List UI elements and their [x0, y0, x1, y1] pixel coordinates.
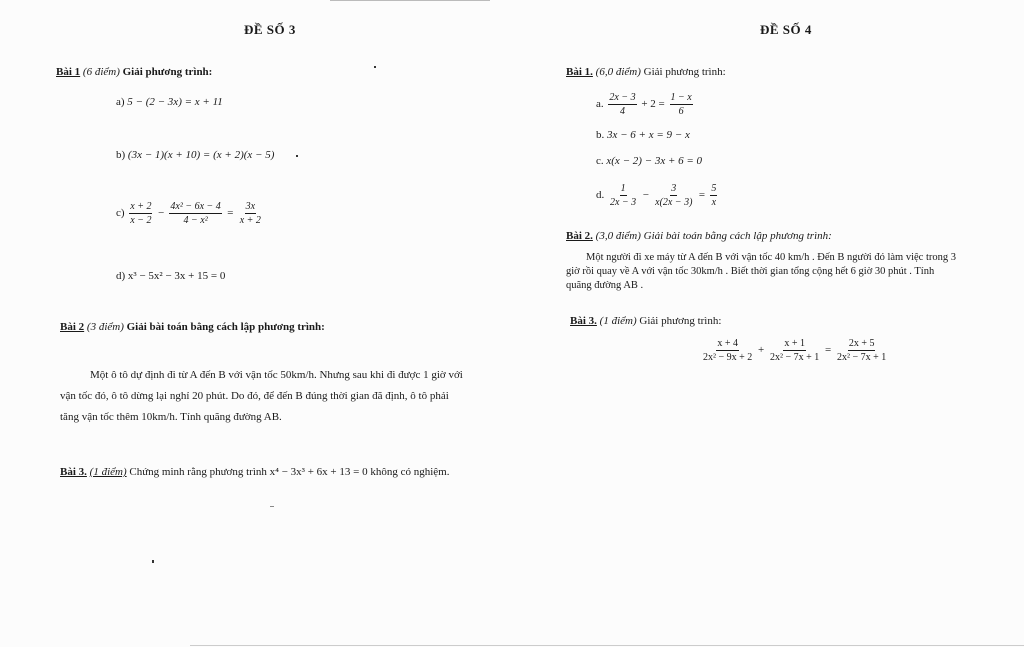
left-bai3-tail: không có nghiệm.	[370, 466, 450, 478]
right-bai3-fraction-3	[836, 338, 887, 363]
right-b3-equals: =	[825, 344, 832, 357]
left-bai2-line-2: vận tốc đó, ô tô dừng lại nghỉ 20 phút. Do đó, để đến B đúng thời gian đã định, ô tô phải	[60, 390, 449, 402]
scan-speck	[152, 560, 154, 563]
right-bai3-label: Bài 3.	[570, 315, 597, 327]
right-bai2-points: (3,0 điểm)	[595, 230, 641, 242]
left-bai1-b	[116, 149, 274, 161]
left-bai2-line-1: Một ô tô dự định đi từ A đến B với vận tốc 50km/h. Nhưng sau khi đi được 1 giờ với	[90, 369, 463, 381]
right-d-f2-num: 3	[671, 183, 677, 194]
right-b3-f2-den: 2x² − 7x + 1	[770, 352, 820, 363]
left-c-f1-den: x − 2	[130, 215, 152, 226]
right-d-fraction-3	[710, 183, 717, 208]
right-b3-f1-den: 2x² − 9x + 2	[703, 352, 753, 363]
right-a-f1-num: 2x − 3	[609, 92, 636, 103]
right-bai1-b	[596, 129, 690, 141]
left-bai1-d	[116, 270, 225, 282]
scan-speck	[374, 66, 376, 68]
left-bai1-a-expr: 5 − (2 − 3x) = x + 11	[127, 96, 223, 108]
left-bai2-line-3: tăng vận tốc thêm 10km/h. Tính quãng đường AB.	[60, 411, 282, 423]
right-a-fraction-2	[670, 92, 693, 117]
left-c-f3-den: x + 2	[239, 215, 261, 226]
right-bai1-d	[596, 183, 719, 208]
right-bai2-line-1: Một người đi xe máy từ A đến B với vận tốc 40 km/h . Đến B người đó làm việc trong 3	[586, 252, 956, 263]
scan-speck	[296, 155, 298, 157]
left-bai1-label: Bài 1	[56, 66, 81, 78]
left-c-f1-num: x + 2	[130, 201, 152, 212]
right-bai3-heading	[570, 315, 721, 327]
left-bai1-c-fraction-1	[129, 201, 152, 226]
scan-edge-bottom	[190, 645, 1024, 646]
right-bai2-line-2: giờ rồi quay về A với vận tốc 30km/h . Biết thời gian tổng cộng hết 6 giờ 30 phút . Tính	[566, 266, 935, 277]
right-bai3-points: (1 điểm)	[599, 315, 637, 327]
right-bai3-text: Giải phương trình:	[639, 315, 722, 327]
right-d-equals: =	[698, 189, 706, 202]
left-c-f2-num: 4x² − 6x − 4	[170, 201, 221, 212]
right-b3-f3-den: 2x² − 7x + 1	[837, 352, 887, 363]
right-a-f1-den: 4	[619, 106, 625, 117]
right-title: ĐỀ SỐ 4	[760, 22, 812, 37]
right-d-fraction-1	[609, 183, 637, 208]
right-bai3-fraction-1	[702, 338, 753, 363]
right-bai1-a	[596, 92, 695, 117]
left-bai3-line	[60, 466, 449, 478]
left-bai1-c-fraction-2	[169, 201, 221, 226]
left-bai1-c	[116, 201, 264, 226]
right-bai1-c	[596, 155, 702, 167]
right-d-f3-den: x	[711, 197, 717, 208]
right-d-f1-num: 1	[620, 183, 626, 194]
right-b3-f1-num: x + 4	[717, 338, 738, 349]
left-bai1-c-fraction-3	[239, 201, 262, 226]
right-a-mid: + 2 =	[641, 98, 665, 111]
left-bai3-text: Chứng minh rằng phương trình	[129, 466, 267, 478]
right-d-minus: −	[641, 189, 650, 202]
left-bai1-a	[116, 96, 223, 108]
left-bai3-expr: x⁴ − 3x³ + 6x + 13 = 0	[269, 466, 368, 478]
left-bai1-points: (6 điểm)	[82, 66, 120, 78]
left-bai3-label: Bài 3.	[60, 466, 87, 478]
right-bai1-label: Bài 1.	[566, 66, 593, 78]
right-bai1-b-prefix: b.	[596, 129, 605, 141]
scan-speck	[270, 506, 274, 507]
left-c-equals: =	[226, 207, 234, 220]
left-c-minus: −	[157, 207, 165, 220]
right-bai2-line-3: quãng đường AB .	[566, 280, 644, 291]
left-bai1-heading	[56, 66, 212, 78]
right-bai2-text: Giải bài toán bằng cách lập phương trình:	[643, 230, 832, 242]
right-d-fraction-2	[654, 183, 693, 208]
left-bai2-text: Giải bài toán bằng cách lập phương trình:	[126, 321, 325, 333]
right-bai2-heading	[566, 230, 832, 242]
left-bai3-points: (1 điểm)	[89, 466, 127, 478]
right-bai1-heading	[566, 66, 726, 78]
scan-edge-top	[330, 0, 490, 1]
right-d-f3-num: 5	[711, 183, 717, 194]
right-d-f1-den: 2x − 3	[610, 197, 637, 208]
left-title: ĐỀ SỐ 3	[244, 22, 296, 37]
right-b3-f3-num: 2x + 5	[848, 338, 875, 349]
left-c-f2-den: 4 − x²	[183, 215, 208, 226]
left-bai1-a-prefix: a)	[116, 96, 125, 108]
right-a-fraction-1	[608, 92, 636, 117]
right-bai1-a-prefix: a.	[596, 98, 604, 111]
left-bai1-d-prefix: d)	[116, 270, 126, 282]
right-bai2-label: Bài 2.	[566, 230, 593, 242]
right-bai1-text: Giải phương trình:	[643, 66, 726, 78]
left-bai1-d-expr: x³ − 5x² − 3x + 15 = 0	[127, 270, 226, 282]
right-bai3-fraction-2	[769, 338, 820, 363]
right-b3-plus: +	[758, 344, 765, 357]
left-bai1-text: Giải phương trình:	[122, 66, 213, 78]
left-bai1-c-prefix: c)	[116, 207, 125, 220]
left-bai2-points: (3 điểm)	[86, 321, 124, 333]
left-bai2-heading	[60, 321, 325, 333]
left-c-f3-num: 3x	[245, 201, 256, 212]
left-bai1-b-prefix: b)	[116, 149, 126, 161]
right-b3-f2-num: x + 1	[784, 338, 805, 349]
right-bai1-points: (6,0 điểm)	[595, 66, 641, 78]
right-bai1-b-expr: 3x − 6 + x = 9 − x	[607, 129, 690, 141]
right-bai1-d-prefix: d.	[596, 189, 605, 202]
right-d-f2-den: x(2x − 3)	[655, 197, 693, 208]
left-bai2-label: Bài 2	[60, 321, 85, 333]
right-a-f2-den: 6	[678, 106, 684, 117]
right-bai1-c-expr: x(x − 2) − 3x + 6 = 0	[606, 155, 703, 167]
left-bai1-b-expr: (3x − 1)(x + 10) = (x + 2)(x − 5)	[127, 149, 275, 161]
right-a-f2-num: 1 − x	[670, 92, 692, 103]
right-bai3-equation	[700, 338, 889, 363]
right-bai1-c-prefix: c.	[596, 155, 604, 167]
